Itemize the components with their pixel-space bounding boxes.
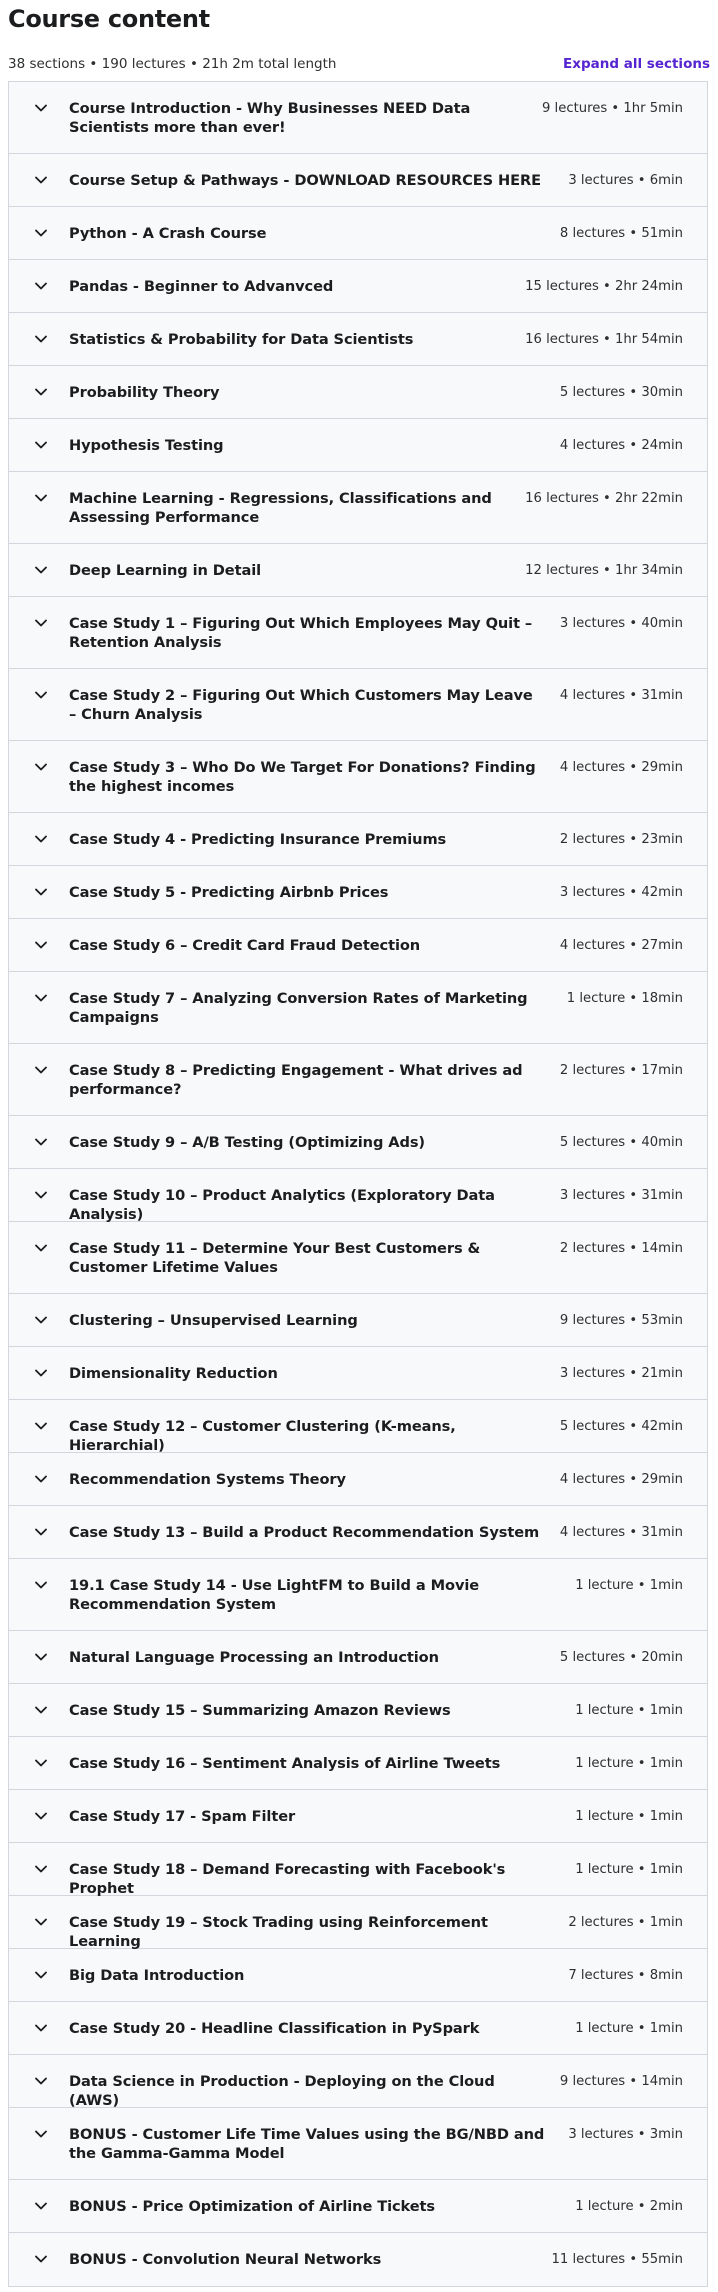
- chevron-down-icon: [35, 2125, 57, 2143]
- chevron-down-icon: [35, 989, 57, 1007]
- section-title: Course Setup & Pathways - DOWNLOAD RESOURCES HERE: [69, 172, 541, 189]
- section-title: Case Study 5 - Predicting Airbnb Prices: [69, 884, 389, 901]
- section-header-35[interactable]: [9, 2055, 707, 2108]
- chevron-down-icon: [35, 1523, 57, 1541]
- chevron-down-icon: [35, 224, 57, 242]
- section-title: Case Study 9 – A/B Testing (Optimizing Ads): [69, 1134, 425, 1151]
- section-meta: 8 lectures • 51min: [559, 226, 683, 241]
- chevron-down-icon: [35, 383, 57, 401]
- section-title: Hypothesis Testing: [69, 437, 224, 454]
- chevron-down-icon: [35, 99, 57, 117]
- section-header-14[interactable]: [9, 866, 707, 919]
- chevron-down-icon: [35, 1860, 57, 1878]
- section-title: Case Study 2 – Figuring Out Which Customers May Leave – Churn Analysis: [69, 687, 533, 723]
- chevron-down-icon: [35, 1576, 57, 1594]
- chevron-down-icon: [35, 936, 57, 954]
- section-header-37[interactable]: [9, 2180, 707, 2233]
- section-meta: 12 lectures • 1hr 34min: [525, 563, 683, 578]
- section-header-12[interactable]: [9, 741, 707, 813]
- section-meta: 1 lecture • 1min: [575, 1756, 683, 1771]
- expand-all-sections-button[interactable]: Expand all sections: [563, 56, 710, 72]
- section-meta: 1 lecture • 2min: [575, 2199, 683, 2214]
- section-title: 19.1 Case Study 14 - Use LightFM to Build a Movie Recommendation System: [69, 1577, 480, 1613]
- section-meta: 3 lectures • 3min: [568, 2127, 683, 2142]
- section-meta: 16 lectures • 2hr 22min: [525, 491, 683, 506]
- section-meta: 1 lecture • 1min: [575, 1703, 683, 1718]
- section-title: Deep Learning in Detail: [69, 562, 262, 579]
- section-meta: 9 lectures • 53min: [559, 1313, 683, 1328]
- chevron-down-icon: [35, 1470, 57, 1488]
- section-header-28[interactable]: [9, 1684, 707, 1737]
- chevron-down-icon: [35, 561, 57, 579]
- section-header-10[interactable]: [9, 597, 707, 669]
- chevron-down-icon: [35, 2197, 57, 2215]
- chevron-down-icon: [35, 1807, 57, 1825]
- section-meta: 9 lectures • 1hr 5min: [541, 101, 683, 116]
- chevron-down-icon: [35, 1186, 57, 1204]
- chevron-down-icon: [35, 1754, 57, 1772]
- section-title: Case Study 10 – Product Analytics (Exploratory Data Analysis): [69, 1187, 495, 1223]
- section-header-21[interactable]: [9, 1294, 707, 1347]
- section-meta: 2 lectures • 14min: [559, 1241, 683, 1256]
- section-title: Case Study 17 - Spam Filter: [69, 1808, 296, 1825]
- section-title: Big Data Introduction: [69, 1967, 245, 1984]
- section-header-6[interactable]: [9, 366, 707, 419]
- section-meta: 5 lectures • 30min: [559, 385, 683, 400]
- section-header-19[interactable]: [9, 1169, 707, 1222]
- section-header-4[interactable]: [9, 260, 707, 313]
- section-meta: 1 lecture • 1min: [575, 1809, 683, 1824]
- section-meta: 4 lectures • 31min: [559, 688, 683, 703]
- section-title: Case Study 1 – Figuring Out Which Employees May Quit – Retention Analysis: [69, 615, 533, 651]
- section-title: BONUS - Convolution Neural Networks: [69, 2251, 382, 2268]
- section-title: Statistics & Probability for Data Scientists: [69, 331, 414, 348]
- section-title: Natural Language Processing an Introduction: [69, 1649, 439, 1666]
- chevron-down-icon: [35, 330, 57, 348]
- section-header-27[interactable]: [9, 1631, 707, 1684]
- section-title: BONUS - Price Optimization of Airline Tickets: [69, 2198, 436, 2215]
- section-header-33[interactable]: [9, 1949, 707, 2002]
- section-title: Clustering – Unsupervised Learning: [69, 1312, 358, 1329]
- section-title: Course Introduction - Why Businesses NEED Data Scientists more than ever!: [69, 100, 471, 136]
- page-title: Course content: [8, 5, 210, 33]
- section-header-26[interactable]: [9, 1559, 707, 1631]
- chevron-down-icon: [35, 2019, 57, 2037]
- section-meta: 1 lecture • 18min: [566, 991, 683, 1006]
- chevron-down-icon: [35, 1061, 57, 1079]
- section-meta: 2 lectures • 17min: [559, 1063, 683, 1078]
- chevron-down-icon: [35, 489, 57, 507]
- chevron-down-icon: [35, 436, 57, 454]
- section-header-2[interactable]: [9, 154, 707, 207]
- section-title: Dimensionality Reduction: [69, 1365, 278, 1382]
- section-meta: 4 lectures • 31min: [559, 1525, 683, 1540]
- chevron-down-icon: [35, 883, 57, 901]
- chevron-down-icon: [35, 1311, 57, 1329]
- chevron-down-icon: [35, 830, 57, 848]
- section-meta: 5 lectures • 42min: [559, 1419, 683, 1434]
- sections-list: [8, 81, 708, 2287]
- chevron-down-icon: [35, 1364, 57, 1382]
- section-header-17[interactable]: [9, 1044, 707, 1116]
- chevron-down-icon: [35, 1239, 57, 1257]
- section-title: Case Study 19 – Stock Trading using Reinforcement Learning: [69, 1914, 488, 1950]
- section-header-7[interactable]: [9, 419, 707, 472]
- section-meta: 15 lectures • 2hr 24min: [525, 279, 683, 294]
- chevron-down-icon: [35, 758, 57, 776]
- section-meta: 4 lectures • 29min: [559, 1472, 683, 1487]
- section-header-20[interactable]: [9, 1222, 707, 1294]
- section-header-31[interactable]: [9, 1843, 707, 1896]
- section-header-38[interactable]: [9, 2233, 707, 2286]
- section-header-29[interactable]: [9, 1737, 707, 1790]
- section-header-16[interactable]: [9, 972, 707, 1044]
- section-header-3[interactable]: [9, 207, 707, 260]
- chevron-down-icon: [35, 2250, 57, 2268]
- section-title: Case Study 12 – Customer Clustering (K-means, Hierarchial): [69, 1418, 456, 1454]
- section-header-30[interactable]: [9, 1790, 707, 1843]
- section-header-22[interactable]: [9, 1347, 707, 1400]
- section-header-1[interactable]: [9, 82, 707, 154]
- section-header-13[interactable]: [9, 813, 707, 866]
- section-meta: 4 lectures • 29min: [559, 760, 683, 775]
- section-meta: 7 lectures • 8min: [568, 1968, 683, 1983]
- section-meta: 3 lectures • 21min: [559, 1366, 683, 1381]
- section-header-5[interactable]: [9, 313, 707, 366]
- section-title: Case Study 3 – Who Do We Target For Donations? Finding the highest incomes: [69, 759, 536, 795]
- section-title: Machine Learning - Regressions, Classifications and Assessing Performance: [69, 490, 492, 526]
- section-meta: 5 lectures • 40min: [559, 1135, 683, 1150]
- section-meta: 3 lectures • 6min: [568, 173, 683, 188]
- section-meta: 4 lectures • 24min: [559, 438, 683, 453]
- section-title: Case Study 11 – Determine Your Best Customers & Customer Lifetime Values: [69, 1240, 481, 1276]
- section-header-36[interactable]: [9, 2108, 707, 2180]
- chevron-down-icon: [35, 1133, 57, 1151]
- section-title: Case Study 4 - Predicting Insurance Premiums: [69, 831, 447, 848]
- section-title: Pandas - Beginner to Advanvced: [69, 278, 334, 295]
- section-header-8[interactable]: [9, 472, 707, 544]
- section-title: Case Study 20 - Headline Classification in PySpark: [69, 2020, 480, 2037]
- chevron-down-icon: [35, 1966, 57, 1984]
- section-header-25[interactable]: [9, 1506, 707, 1559]
- chevron-down-icon: [35, 1701, 57, 1719]
- section-header-18[interactable]: [9, 1116, 707, 1169]
- section-meta: 3 lectures • 31min: [559, 1188, 683, 1203]
- section-meta: 5 lectures • 20min: [559, 1650, 683, 1665]
- section-header-15[interactable]: [9, 919, 707, 972]
- section-header-34[interactable]: [9, 2002, 707, 2055]
- section-meta: 16 lectures • 1hr 54min: [525, 332, 683, 347]
- chevron-down-icon: [35, 1648, 57, 1666]
- section-title: Case Study 16 – Sentiment Analysis of Airline Tweets: [69, 1755, 501, 1772]
- section-meta: 1 lecture • 1min: [575, 2021, 683, 2036]
- section-title: Case Study 6 – Credit Card Fraud Detection: [69, 937, 421, 954]
- section-title: Case Study 18 – Demand Forecasting with Facebook's Prophet: [69, 1861, 506, 1897]
- section-title: Case Study 8 – Predicting Engagement - What drives ad performance?: [69, 1062, 523, 1098]
- section-title: Probability Theory: [69, 384, 220, 401]
- chevron-down-icon: [35, 1913, 57, 1931]
- chevron-down-icon: [35, 277, 57, 295]
- section-meta: 2 lectures • 23min: [559, 832, 683, 847]
- section-title: BONUS - Customer Life Time Values using the BG/NBD and the Gamma-Gamma Model: [69, 2126, 545, 2162]
- section-header-9[interactable]: [9, 544, 707, 597]
- section-title: Case Study 7 – Analyzing Conversion Rates of Marketing Campaigns: [69, 990, 528, 1026]
- chevron-down-icon: [35, 2072, 57, 2090]
- section-meta: 4 lectures • 27min: [559, 938, 683, 953]
- section-meta: 3 lectures • 40min: [559, 616, 683, 631]
- section-header-23[interactable]: [9, 1400, 707, 1453]
- section-title: Recommendation Systems Theory: [69, 1471, 346, 1488]
- section-header-24[interactable]: [9, 1453, 707, 1506]
- section-meta: 1 lecture • 1min: [575, 1578, 683, 1593]
- section-title: Data Science in Production - Deploying on the Cloud (AWS): [69, 2073, 495, 2109]
- chevron-down-icon: [35, 171, 57, 189]
- section-meta: 2 lectures • 1min: [568, 1915, 683, 1930]
- course-summary: 38 sections • 190 lectures • 21h 2m total length: [8, 56, 337, 72]
- section-meta: 3 lectures • 42min: [559, 885, 683, 900]
- chevron-down-icon: [35, 614, 57, 632]
- section-meta: 11 lectures • 55min: [551, 2252, 683, 2267]
- section-meta: 1 lecture • 1min: [575, 1862, 683, 1877]
- section-title: Case Study 13 – Build a Product Recommendation System: [69, 1524, 540, 1541]
- section-header-32[interactable]: [9, 1896, 707, 1949]
- section-header-11[interactable]: [9, 669, 707, 741]
- course-summary-row: [8, 49, 710, 79]
- chevron-down-icon: [35, 686, 57, 704]
- section-title: Case Study 15 – Summarizing Amazon Reviews: [69, 1702, 451, 1719]
- chevron-down-icon: [35, 1417, 57, 1435]
- section-title: Python - A Crash Course: [69, 225, 267, 242]
- section-meta: 9 lectures • 14min: [559, 2074, 683, 2089]
